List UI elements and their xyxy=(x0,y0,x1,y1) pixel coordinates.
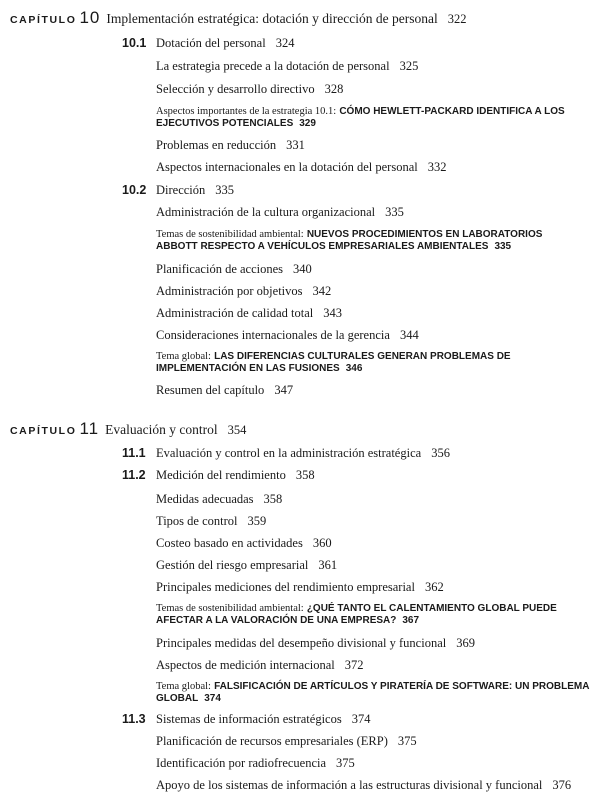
page-number: 358 xyxy=(263,492,283,506)
feature-box-title-continued: ABBOTT RESPECTO A VEHÍCULOS EMPRESARIALES AMBIENTALES 335 xyxy=(156,241,512,252)
page-number: 322 xyxy=(447,12,467,26)
section-title: Dirección xyxy=(156,183,206,197)
toc-entry[interactable] xyxy=(156,658,364,673)
entry-title: Costeo basado en actividades xyxy=(156,536,303,550)
chapter-10-heading[interactable] xyxy=(10,10,467,28)
section-11-2[interactable] xyxy=(122,468,315,483)
entry-title: Apoyo de los sistemas de información a las estructuras divisional y funcional xyxy=(156,778,543,792)
page-number: 375 xyxy=(336,756,355,770)
entry-title: Planificación de acciones xyxy=(156,262,284,276)
toc-entry[interactable] xyxy=(156,160,446,175)
section-number: 11.3 xyxy=(122,712,146,726)
toc-entry[interactable] xyxy=(156,59,418,74)
section-11-3[interactable] xyxy=(122,712,370,727)
toc-entry[interactable] xyxy=(156,636,475,651)
section-title: Sistemas de información estratégicos xyxy=(156,712,342,726)
chapter-title: Implementación estratégica: dotación y dirección de personal xyxy=(106,11,438,26)
page-number: 369 xyxy=(456,636,475,650)
page-number: 374 xyxy=(351,712,371,726)
section-10-2[interactable] xyxy=(122,183,234,198)
toc-entry[interactable] xyxy=(156,756,355,771)
section-11-1[interactable] xyxy=(122,446,450,461)
section-10-1[interactable] xyxy=(122,36,294,51)
entry-title: Selección y desarrollo directivo xyxy=(156,82,315,96)
toc-entry[interactable] xyxy=(156,82,343,97)
page-number: 346 xyxy=(345,363,363,374)
page-number: 324 xyxy=(275,36,295,50)
page-number: 374 xyxy=(204,693,221,704)
toc-entry[interactable] xyxy=(156,205,404,220)
page-number: 335 xyxy=(494,241,512,252)
entry-title: Gestión del riesgo empresarial xyxy=(156,558,309,572)
feature-box-title: LAS DIFERENCIAS CULTURALES GENERAN PROBLEMAS DE xyxy=(214,351,511,362)
entry-title: La estrategia precede a la dotación de personal xyxy=(156,59,390,73)
toc-entry[interactable] xyxy=(156,734,417,749)
section-title: Evaluación y control en la administración estratégica xyxy=(156,446,422,460)
toc-entry[interactable] xyxy=(156,580,444,595)
page-number: 331 xyxy=(286,138,305,152)
entry-title: Resumen del capítulo xyxy=(156,383,265,397)
section-number: 10.2 xyxy=(122,183,147,197)
feature-box-title-continued: EJECUTIVOS POTENCIALES 329 xyxy=(156,118,316,129)
page-number: 342 xyxy=(312,284,332,298)
entry-title: Problemas en reducción xyxy=(156,138,277,152)
page-number: 362 xyxy=(424,580,444,594)
chapter-title: Evaluación y control xyxy=(105,422,218,437)
toc-entry[interactable] xyxy=(156,383,293,398)
page-number: 358 xyxy=(295,468,315,482)
page-number: 356 xyxy=(431,446,450,460)
section-title: Dotación del personal xyxy=(156,36,266,50)
chapter-number: 10 xyxy=(79,8,101,27)
chapter-11-heading[interactable] xyxy=(10,421,246,439)
section-number: 10.1 xyxy=(122,36,147,50)
page-number: 344 xyxy=(399,328,419,342)
entry-title: Aspectos internacionales en la dotación del personal xyxy=(156,160,418,174)
feature-box-title: FALSIFICACIÓN DE ARTÍCULOS Y PIRATERÍA DE SOFTWARE: UN PROBLEMA xyxy=(214,681,590,692)
page-number: 354 xyxy=(227,423,247,437)
feature-box-prefix: Tema global: xyxy=(156,351,211,362)
page-number: 335 xyxy=(385,205,404,219)
toc-entry[interactable] xyxy=(156,536,332,551)
page-number: 367 xyxy=(402,615,420,626)
entry-title: Administración de calidad total xyxy=(156,306,314,320)
entry-title: Medidas adecuadas xyxy=(156,492,254,506)
feature-box-entry[interactable] xyxy=(156,678,589,694)
page-number: 375 xyxy=(397,734,417,748)
toc-entry[interactable] xyxy=(156,328,419,343)
feature-box-title-continued: IMPLEMENTACIÓN EN LAS FUSIONES 346 xyxy=(156,363,363,374)
toc-entry[interactable] xyxy=(156,262,312,277)
page-number: 325 xyxy=(399,59,419,73)
toc-entry[interactable] xyxy=(156,138,305,153)
feature-box-prefix: Temas de sostenibilidad ambiental: xyxy=(156,229,304,240)
feature-box-prefix: Tema global: xyxy=(156,681,211,692)
entry-title: Identificación por radiofrecuencia xyxy=(156,756,327,770)
page-number: 347 xyxy=(274,383,294,397)
section-number: 11.2 xyxy=(122,468,146,482)
toc-entry[interactable] xyxy=(156,778,571,793)
section-title: Medición del rendimiento xyxy=(156,468,286,482)
entry-title: Administración de la cultura organizacional xyxy=(156,205,376,219)
feature-box-title: CÓMO HEWLETT-PACKARD IDENTIFICA A LOS xyxy=(339,106,565,117)
entry-title: Aspectos de medición internacional xyxy=(156,658,335,672)
page-number: 335 xyxy=(215,183,235,197)
toc-entry[interactable] xyxy=(156,492,282,507)
page-number: 360 xyxy=(312,536,332,550)
section-number: 11.1 xyxy=(122,446,146,460)
page-number: 328 xyxy=(324,82,344,96)
page-number: 359 xyxy=(247,514,267,528)
chapter-label: CAPÍTULO xyxy=(10,14,77,26)
entry-title: Planificación de recursos empresariales (ERP) xyxy=(156,734,388,748)
chapter-number: 11 xyxy=(79,419,100,438)
page-number: 329 xyxy=(299,118,316,129)
feature-box-title: NUEVOS PROCEDIMIENTOS EN LABORATORIOS xyxy=(306,229,543,240)
feature-box-title-continued: GLOBAL 374 xyxy=(156,693,221,704)
feature-box-title: ¿QUÉ TANTO EL CALENTAMIENTO GLOBAL PUEDE xyxy=(306,603,557,614)
entry-title: Administración por objetivos xyxy=(156,284,303,298)
page-number: 340 xyxy=(293,262,312,276)
page-number: 343 xyxy=(323,306,342,320)
feature-box-prefix: Temas de sostenibilidad ambiental: xyxy=(156,603,304,614)
entry-title: Consideraciones internacionales de la gerencia xyxy=(156,328,390,342)
feature-box-prefix: Aspectos importantes de la estrategia 10.1: xyxy=(156,106,337,117)
chapter-label: CAPÍTULO xyxy=(10,425,77,437)
page-number: 376 xyxy=(552,778,572,792)
feature-box-title-continued: AFECTAR A LA VALORACIÓN DE UNA EMPRESA? 367 xyxy=(156,615,420,626)
page-number: 372 xyxy=(344,658,364,672)
entry-title: Principales medidas del desempeño divisional y funcional xyxy=(156,636,447,650)
toc-entry[interactable] xyxy=(156,514,266,529)
page-number: 361 xyxy=(318,558,338,572)
toc-entry[interactable] xyxy=(156,558,337,573)
toc-entry[interactable] xyxy=(156,284,331,299)
toc-entry[interactable] xyxy=(156,306,342,321)
entry-title: Tipos de control xyxy=(156,514,238,528)
entry-title: Principales mediciones del rendimiento empresarial xyxy=(156,580,415,594)
page-number: 332 xyxy=(427,160,447,174)
